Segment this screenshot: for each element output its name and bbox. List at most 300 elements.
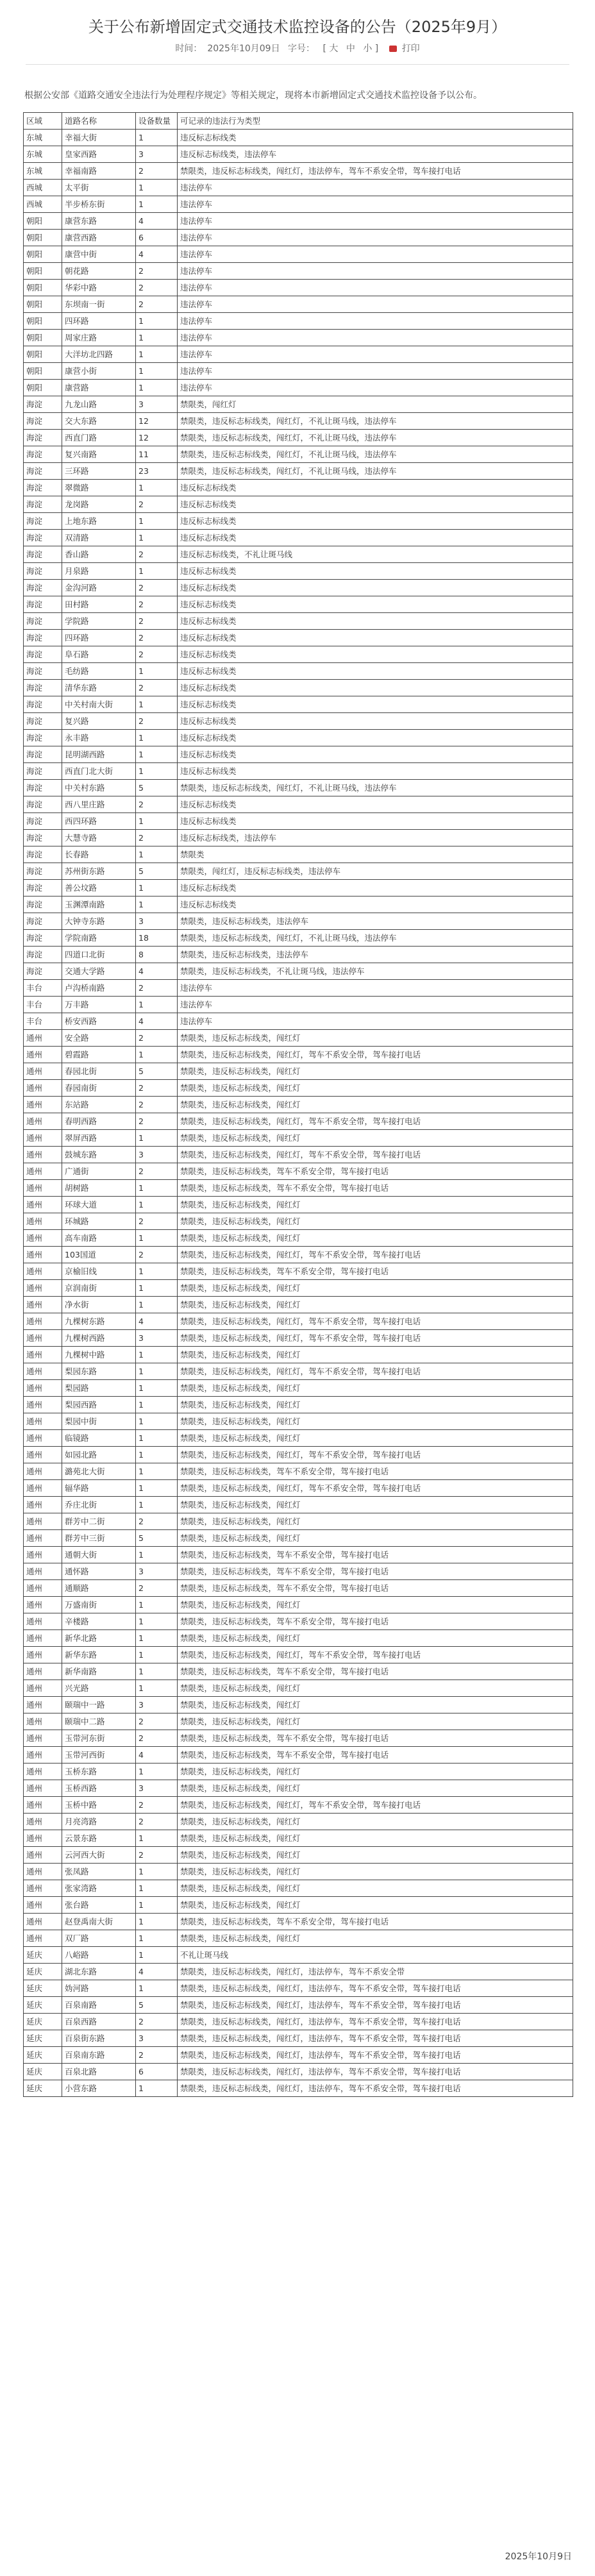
table-row xyxy=(24,963,573,980)
cell-road: 周家庄路 xyxy=(62,330,136,346)
cell-district: 通州 xyxy=(24,1213,62,1230)
table-row xyxy=(24,746,573,763)
cell-district: 海淀 xyxy=(24,830,62,846)
print-button[interactable]: 打印 xyxy=(401,44,420,54)
cell-violations: 禁限类，违反标志标线类，驾车不系安全带，驾车接打电话 xyxy=(178,1263,573,1280)
cell-violations: 禁限类，违反标志标线类，闯红灯，驾车不系安全带，驾车接打电话 xyxy=(178,1480,573,1497)
cell-district: 朝阳 xyxy=(24,213,62,230)
cell-district: 海淀 xyxy=(24,947,62,963)
cell-district: 延庆 xyxy=(24,1980,62,1997)
cell-violations: 禁限类 xyxy=(178,846,573,863)
cell-violations: 禁限类，违反标志标线类，闯红灯 xyxy=(178,1847,573,1864)
cell-count: 2 xyxy=(136,1847,178,1864)
cell-violations: 禁限类，违反标志标线类，闯红灯，驾车不系安全带，驾车接打电话 xyxy=(178,1447,573,1463)
cell-count: 2 xyxy=(136,596,178,613)
table-row xyxy=(24,130,573,146)
cell-district: 通州 xyxy=(24,1363,62,1380)
cell-road: 四道口北街 xyxy=(62,947,136,963)
table-row xyxy=(24,1930,573,1947)
cell-count: 2 xyxy=(136,496,178,513)
cell-violations: 禁限类，违反标志标线类，驾车不系安全带，驾车接打电话 xyxy=(178,1663,573,1680)
cell-road: 昆明湖西路 xyxy=(62,746,136,763)
cell-district: 海淀 xyxy=(24,713,62,730)
table-row xyxy=(24,796,573,813)
cell-road: 玉渊潭南路 xyxy=(62,897,136,913)
cell-district: 通州 xyxy=(24,1397,62,1413)
cell-count: 2 xyxy=(136,980,178,997)
cell-road: 西直门路 xyxy=(62,430,136,446)
table-row xyxy=(24,1280,573,1297)
cell-road: 卢沟桥南路 xyxy=(62,980,136,997)
cell-road: 九棵树中路 xyxy=(62,1347,136,1363)
cell-violations: 禁限类，违反标志标线类，闯红灯 xyxy=(178,1597,573,1613)
cell-violations: 禁限类，违反标志标线类，闯红灯 xyxy=(178,1097,573,1113)
cell-district: 海淀 xyxy=(24,680,62,696)
cell-road: 梨园西路 xyxy=(62,1397,136,1413)
cell-violations: 违反标志标线类 xyxy=(178,763,573,780)
table-row xyxy=(24,1513,573,1530)
cell-violations: 禁限类，违反标志标线类，驾车不系安全带，驾车接打电话 xyxy=(178,1730,573,1747)
font-large-button[interactable]: [ 大 xyxy=(323,44,339,54)
cell-road: 长春路 xyxy=(62,846,136,863)
cell-count: 1 xyxy=(136,1430,178,1447)
cell-violations: 违反标志标线类 xyxy=(178,663,573,680)
cell-count: 2 xyxy=(136,280,178,296)
cell-count: 1 xyxy=(136,1663,178,1680)
cell-road: 玉带河东街 xyxy=(62,1730,136,1747)
cell-violations: 违法停车 xyxy=(178,380,573,396)
cell-district: 延庆 xyxy=(24,1997,62,2014)
cell-district: 通州 xyxy=(24,1097,62,1113)
print-icon[interactable] xyxy=(389,46,397,52)
cell-road: 辛楼路 xyxy=(62,1613,136,1630)
table-row xyxy=(24,1313,573,1330)
cell-violations: 禁限类，违反标志标线类，闯红灯，不礼让斑马线，违法停车 xyxy=(178,446,573,463)
cell-violations: 禁限类，违反标志标线类，闯红灯，违法停车，驾车不系安全带，驾车接打电话 xyxy=(178,2047,573,2064)
cell-violations: 违反标志标线类 xyxy=(178,130,573,146)
cell-road: 龙岗路 xyxy=(62,496,136,513)
cell-violations: 违反标志标线类，违法停车 xyxy=(178,830,573,846)
cell-count: 1 xyxy=(136,880,178,897)
cell-violations: 禁限类，违反标志标线类，闯红灯，驾车不系安全带，驾车接打电话 xyxy=(178,1647,573,1663)
cell-violations: 禁限类，违反标志标线类，闯红灯 xyxy=(178,1530,573,1547)
cell-road: 康营小街 xyxy=(62,363,136,380)
cell-violations: 禁限类，违反标志标线类，闯红灯，违法停车，驾车不系安全带 xyxy=(178,1964,573,1980)
cell-district: 通州 xyxy=(24,1864,62,1880)
cell-count: 1 xyxy=(136,1413,178,1430)
table-row xyxy=(24,1747,573,1764)
cell-violations: 违反标志标线类 xyxy=(178,646,573,663)
cell-district: 海淀 xyxy=(24,496,62,513)
cell-road: 康营中街 xyxy=(62,246,136,263)
table-row xyxy=(24,1730,573,1747)
cell-district: 海淀 xyxy=(24,730,62,746)
cell-road: 新华南路 xyxy=(62,1663,136,1680)
cell-violations: 禁限类，违反标志标线类，驾车不系安全带，驾车接打电话 xyxy=(178,1563,573,1580)
cell-district: 通州 xyxy=(24,1430,62,1447)
cell-violations: 违法停车 xyxy=(178,196,573,213)
table-row xyxy=(24,1647,573,1663)
cell-district: 通州 xyxy=(24,1380,62,1397)
cell-district: 丰台 xyxy=(24,980,62,997)
cell-violations: 禁限类，违反标志标线类，闯红灯 xyxy=(178,1230,573,1247)
cell-road: 妫河路 xyxy=(62,1980,136,1997)
cell-road: 云景东路 xyxy=(62,1830,136,1847)
cell-violations: 违法停车 xyxy=(178,980,573,997)
cell-count: 1 xyxy=(136,196,178,213)
cell-district: 丰台 xyxy=(24,997,62,1013)
table-row xyxy=(24,1480,573,1497)
cell-violations: 违反标志标线类 xyxy=(178,696,573,713)
cell-violations: 禁限类，违反标志标线类，闯红灯，驾车不系安全带，驾车接打电话 xyxy=(178,1313,573,1330)
cell-count: 1 xyxy=(136,1347,178,1363)
cell-violations: 禁限类，违反标志标线类，闯红灯 xyxy=(178,1213,573,1230)
table-row xyxy=(24,1263,573,1280)
cell-count: 1 xyxy=(136,1597,178,1613)
cell-count: 1 xyxy=(136,1880,178,1897)
table-row xyxy=(24,1997,573,2014)
cell-road: 通顺路 xyxy=(62,1580,136,1597)
cell-district: 延庆 xyxy=(24,2047,62,2064)
cell-violations: 禁限类，违反标志标线类，闯红灯 xyxy=(178,1413,573,1430)
cell-road: 群芳中三街 xyxy=(62,1530,136,1547)
cell-violations: 禁限类，违反标志标线类，闯红灯 xyxy=(178,1347,573,1363)
cell-road: 玉带河西街 xyxy=(62,1747,136,1764)
cell-violations: 违反标志标线类 xyxy=(178,513,573,530)
cell-count: 1 xyxy=(136,897,178,913)
cell-road: 新华北路 xyxy=(62,1630,136,1647)
cell-district: 海淀 xyxy=(24,613,62,630)
cell-road: 通朝大街 xyxy=(62,1547,136,1563)
cell-district: 东城 xyxy=(24,163,62,180)
cell-violations: 禁限类，违反标志标线类，闯红灯，驾车不系安全带，驾车接打电话 xyxy=(178,1047,573,1063)
cell-violations: 禁限类，违反标志标线类，闯红灯 xyxy=(178,1430,573,1447)
table-row xyxy=(24,313,573,330)
cell-district: 通州 xyxy=(24,1463,62,1480)
cell-count: 1 xyxy=(136,1980,178,1997)
time-label: 时间： xyxy=(175,44,203,54)
table-row xyxy=(24,680,573,696)
cell-road: 百泉南东路 xyxy=(62,2047,136,2064)
cell-road: 潞苑北大街 xyxy=(62,1463,136,1480)
cell-count: 6 xyxy=(136,2064,178,2080)
cell-count: 12 xyxy=(136,430,178,446)
table-row xyxy=(24,163,573,180)
cell-count: 1 xyxy=(136,1930,178,1947)
table-row xyxy=(24,813,573,830)
cell-violations: 违反标志标线类 xyxy=(178,880,573,897)
cell-district: 西城 xyxy=(24,196,62,213)
cell-district: 海淀 xyxy=(24,897,62,913)
cell-road: 上地东路 xyxy=(62,513,136,530)
cell-count: 2 xyxy=(136,1797,178,1814)
cell-violations: 禁限类，违反标志标线类，闯红灯，违法停车，驾车不系安全带，驾车接打电话 xyxy=(178,1980,573,1997)
cell-road: 月亮湾路 xyxy=(62,1814,136,1830)
table-row xyxy=(24,1163,573,1180)
table-row xyxy=(24,2064,573,2080)
cell-road: 西八里庄路 xyxy=(62,796,136,813)
table-row xyxy=(24,2047,573,2064)
cell-road: 太平街 xyxy=(62,180,136,196)
cell-count: 2 xyxy=(136,580,178,596)
cell-road: 赵登禹南大街 xyxy=(62,1914,136,1930)
cell-violations: 违反标志标线类 xyxy=(178,613,573,630)
cell-violations: 禁限类，违反标志标线类，闯红灯，不礼让斑马线，违法停车 xyxy=(178,780,573,796)
table-row xyxy=(24,246,573,263)
table-row xyxy=(24,513,573,530)
table-row xyxy=(24,1097,573,1113)
table-row xyxy=(24,730,573,746)
cell-violations: 违反标志标线类 xyxy=(178,480,573,496)
cell-road: 半步桥东街 xyxy=(62,196,136,213)
cell-count: 2 xyxy=(136,263,178,280)
cell-count: 2 xyxy=(136,713,178,730)
cell-district: 海淀 xyxy=(24,413,62,430)
cell-violations: 违法停车 xyxy=(178,180,573,196)
cell-district: 海淀 xyxy=(24,646,62,663)
cell-district: 延庆 xyxy=(24,1947,62,1964)
cell-count: 1 xyxy=(136,1130,178,1147)
table-row xyxy=(24,530,573,546)
cell-road: 云河西大街 xyxy=(62,1847,136,1864)
cell-road: 皇家西路 xyxy=(62,146,136,163)
table-row xyxy=(24,1947,573,1964)
cell-road: 桥安西路 xyxy=(62,1013,136,1030)
cell-district: 海淀 xyxy=(24,446,62,463)
cell-violations: 禁限类，违反标志标线类，闯红灯 xyxy=(178,1830,573,1847)
cell-violations: 禁限类，违反标志标线类，驾车不系安全带，驾车接打电话 xyxy=(178,1163,573,1180)
header-district: 区域 xyxy=(24,113,62,130)
cell-count: 4 xyxy=(136,1013,178,1030)
table-row xyxy=(24,1247,573,1263)
cell-count: 2 xyxy=(136,613,178,630)
table-row xyxy=(24,846,573,863)
cell-district: 朝阳 xyxy=(24,330,62,346)
cell-violations: 禁限类，违反标志标线类，闯红灯 xyxy=(178,1280,573,1297)
cell-district: 朝阳 xyxy=(24,246,62,263)
cell-district: 通州 xyxy=(24,1797,62,1814)
cell-district: 海淀 xyxy=(24,963,62,980)
cell-count: 2 xyxy=(136,296,178,313)
cell-road: 大慧寺路 xyxy=(62,830,136,846)
cell-road: 湖北东路 xyxy=(62,1964,136,1980)
cell-violations: 禁限类，违反标志标线类，闯红灯，违法停车，驾车不系安全带，驾车接打电话 xyxy=(178,1997,573,2014)
cell-road: 安全路 xyxy=(62,1030,136,1047)
cell-violations: 禁限类，违反标志标线类，闯红灯，不礼让斑马线，违法停车 xyxy=(178,930,573,947)
cell-road: 万盛南街 xyxy=(62,1597,136,1613)
cell-violations: 禁限类，违反标志标线类，闯红灯 xyxy=(178,1397,573,1413)
cell-district: 西城 xyxy=(24,180,62,196)
cell-road: 净水街 xyxy=(62,1297,136,1313)
cell-road: 群芳中二街 xyxy=(62,1513,136,1530)
cell-violations: 禁限类，违反标志标线类，闯红灯 xyxy=(178,1297,573,1313)
cell-violations: 禁限类，违反标志标线类，闯红灯，驾车不系安全带，驾车接打电话 xyxy=(178,1363,573,1380)
cell-district: 通州 xyxy=(24,1147,62,1163)
cell-road: 清华东路 xyxy=(62,680,136,696)
cell-district: 海淀 xyxy=(24,480,62,496)
cell-district: 通州 xyxy=(24,1047,62,1063)
table-row xyxy=(24,1914,573,1930)
cell-violations: 违反标志标线类 xyxy=(178,596,573,613)
cell-road: 三环路 xyxy=(62,463,136,480)
font-size-label: 字号： xyxy=(288,44,315,54)
cell-district: 通州 xyxy=(24,1497,62,1513)
page-title: 关于公布新增固定式交通技术监控设备的公告（2025年9月） xyxy=(88,18,507,36)
cell-count: 3 xyxy=(136,396,178,413)
cell-district: 通州 xyxy=(24,1563,62,1580)
table-row xyxy=(24,1463,573,1480)
cell-district: 朝阳 xyxy=(24,296,62,313)
cell-violations: 禁限类，违反标志标线类，闯红灯 xyxy=(178,1780,573,1797)
cell-violations: 禁限类，违反标志标线类，闯红灯 xyxy=(178,1063,573,1080)
cell-count: 1 xyxy=(136,763,178,780)
cell-count: 1 xyxy=(136,1647,178,1663)
cell-violations: 禁限类，违反标志标线类，违法停车 xyxy=(178,947,573,963)
table-row xyxy=(24,1180,573,1197)
header-violations: 可记录的违法行为类型 xyxy=(178,113,573,130)
cell-road: 玉桥西路 xyxy=(62,1780,136,1797)
cell-violations: 违反标志标线类，不礼让斑马线 xyxy=(178,546,573,563)
cell-violations: 违反标志标线类，违法停车 xyxy=(178,146,573,163)
cell-count: 1 xyxy=(136,1230,178,1247)
cell-count: 1 xyxy=(136,1480,178,1497)
table-row xyxy=(24,696,573,713)
table-row xyxy=(24,196,573,213)
table-row xyxy=(24,947,573,963)
table-row xyxy=(24,496,573,513)
cell-count: 1 xyxy=(136,1547,178,1563)
cell-violations: 禁限类，闯红灯 xyxy=(178,396,573,413)
cell-count: 1 xyxy=(136,380,178,396)
table-row xyxy=(24,713,573,730)
table-row xyxy=(24,1830,573,1847)
cell-road: 中关村南大街 xyxy=(62,696,136,713)
cell-road: 春园北街 xyxy=(62,1063,136,1080)
cell-count: 1 xyxy=(136,530,178,546)
font-small-button[interactable]: 小 ] xyxy=(363,44,379,54)
cell-district: 海淀 xyxy=(24,763,62,780)
cell-district: 通州 xyxy=(24,1814,62,1830)
table-row xyxy=(24,1113,573,1130)
cell-count: 11 xyxy=(136,446,178,463)
cell-road: 四环路 xyxy=(62,313,136,330)
table-row xyxy=(24,1880,573,1897)
cell-district: 海淀 xyxy=(24,780,62,796)
cell-count: 4 xyxy=(136,213,178,230)
table-row xyxy=(24,930,573,947)
cell-district: 海淀 xyxy=(24,463,62,480)
cell-district: 海淀 xyxy=(24,596,62,613)
cell-road: 香山路 xyxy=(62,546,136,563)
font-medium-button[interactable]: 中 xyxy=(346,44,355,54)
cell-road: 学院路 xyxy=(62,613,136,630)
cell-road: 交大东路 xyxy=(62,413,136,430)
cell-violations: 禁限类，违反标志标线类，驾车不系安全带，驾车接打电话 xyxy=(178,1914,573,1930)
cell-road: 辐华路 xyxy=(62,1480,136,1497)
cell-violations: 违法停车 xyxy=(178,246,573,263)
table-row xyxy=(24,596,573,613)
table-row xyxy=(24,1663,573,1680)
cell-violations: 违法停车 xyxy=(178,280,573,296)
table-row xyxy=(24,1580,573,1597)
cell-road: 善公坟路 xyxy=(62,880,136,897)
cell-violations: 禁限类，违反标志标线类，违法停车 xyxy=(178,913,573,930)
table-row xyxy=(24,830,573,846)
cell-violations: 违反标志标线类 xyxy=(178,713,573,730)
cell-district: 海淀 xyxy=(24,663,62,680)
cell-count: 1 xyxy=(136,730,178,746)
cell-district: 通州 xyxy=(24,1680,62,1697)
cell-road: 梨园中街 xyxy=(62,1413,136,1430)
cell-district: 海淀 xyxy=(24,796,62,813)
cell-count: 1 xyxy=(136,846,178,863)
cell-violations: 违法停车 xyxy=(178,313,573,330)
table-row xyxy=(24,1613,573,1630)
table-row xyxy=(24,480,573,496)
table-row xyxy=(24,1847,573,1864)
table-row xyxy=(24,1964,573,1980)
table-row xyxy=(24,1697,573,1713)
cell-district: 延庆 xyxy=(24,2030,62,2047)
cell-count: 3 xyxy=(136,1780,178,1797)
cell-district: 海淀 xyxy=(24,846,62,863)
cell-count: 1 xyxy=(136,1263,178,1280)
cell-road: 广通街 xyxy=(62,1163,136,1180)
cell-road: 金沟河路 xyxy=(62,580,136,596)
cell-district: 海淀 xyxy=(24,563,62,580)
cell-count: 1 xyxy=(136,1047,178,1063)
cell-violations: 禁限类，违反标志标线类，闯红灯，驾车不系安全带，驾车接打电话 xyxy=(178,1330,573,1347)
table-row xyxy=(24,280,573,296)
cell-road: 百泉北路 xyxy=(62,2064,136,2080)
cell-violations: 禁限类，违反标志标线类，闯红灯，驾车不系安全带，驾车接打电话 xyxy=(178,1247,573,1263)
cell-violations: 禁限类，违反标志标线类，闯红灯 xyxy=(178,1080,573,1097)
cell-road: 东站路 xyxy=(62,1097,136,1113)
cell-district: 通州 xyxy=(24,1313,62,1330)
cell-count: 6 xyxy=(136,230,178,246)
cell-violations: 违法停车 xyxy=(178,346,573,363)
cell-count: 5 xyxy=(136,1997,178,2014)
cell-road: 环城路 xyxy=(62,1213,136,1230)
cell-count: 8 xyxy=(136,947,178,963)
cell-district: 延庆 xyxy=(24,1964,62,1980)
cell-violations: 禁限类，违反标志标线类，闯红灯 xyxy=(178,1130,573,1147)
table-row xyxy=(24,1530,573,1547)
table-row xyxy=(24,380,573,396)
cell-district: 通州 xyxy=(24,1730,62,1747)
cell-road: 103国道 xyxy=(62,1247,136,1263)
table-row xyxy=(24,913,573,930)
cell-count: 1 xyxy=(136,513,178,530)
cell-district: 延庆 xyxy=(24,2014,62,2030)
cell-violations: 禁限类，违反标志标线类，驾车不系安全带，驾车接打电话 xyxy=(178,1180,573,1197)
header-road: 道路名称 xyxy=(62,113,136,130)
meta-bar xyxy=(0,42,595,55)
cell-violations: 禁限类，违反标志标线类，闯红灯 xyxy=(178,1497,573,1513)
cell-district: 海淀 xyxy=(24,513,62,530)
cell-district: 通州 xyxy=(24,1113,62,1130)
cell-district: 通州 xyxy=(24,1663,62,1680)
cell-count: 1 xyxy=(136,663,178,680)
cell-road: 永丰路 xyxy=(62,730,136,746)
cell-district: 海淀 xyxy=(24,863,62,880)
cell-district: 通州 xyxy=(24,1130,62,1147)
table-row xyxy=(24,1080,573,1097)
table-row xyxy=(24,1630,573,1647)
cell-district: 通州 xyxy=(24,1163,62,1180)
cell-road: 临镜路 xyxy=(62,1430,136,1447)
cell-count: 1 xyxy=(136,313,178,330)
